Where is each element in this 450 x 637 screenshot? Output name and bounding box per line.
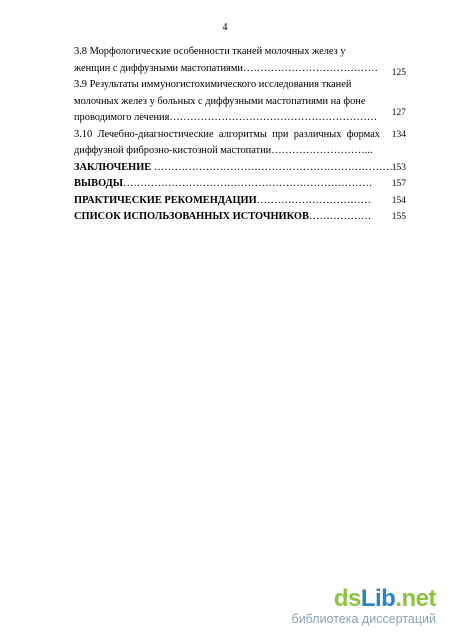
- toc-entry-line: женщин с диффузными мастопатиями…………………………………: [74, 62, 379, 74]
- toc-entry-references: [74, 209, 414, 226]
- dslib-watermark: [292, 586, 436, 627]
- logo-net: net: [401, 585, 436, 612]
- toc-entry-label: ВЫВОДЫ: [74, 178, 123, 189]
- dslib-logo: [292, 586, 436, 612]
- toc-page-number: 155: [391, 212, 406, 222]
- toc-entry-line: 3.10 Лечебно-диагностические алгоритмы при различных формах: [74, 128, 380, 140]
- toc-entry-recommendations: [74, 193, 414, 210]
- toc-entry-label: ПРАКТИЧЕСКИЕ РЕКОМЕНДАЦИИ: [74, 194, 257, 206]
- toc-page-number: 157: [391, 179, 406, 189]
- toc-page-number: 153: [391, 162, 406, 173]
- toc-entry-line: диффузной фиброзно-кистозной мастопатии………………………...: [74, 145, 373, 156]
- toc-entry-line: проводимого лечения……………………………………………………: [74, 112, 378, 123]
- watermark-subtitle: библиотека диссертаций: [291, 612, 436, 626]
- toc-entry-conclusion: [74, 160, 414, 177]
- toc-leader: ………………: [308, 211, 372, 222]
- toc-page-number: 154: [391, 195, 406, 206]
- toc-entry-label: ЗАКЛЮЧЕНИЕ: [74, 161, 152, 173]
- toc-page-number: 134: [391, 129, 406, 140]
- toc-leader: ……………………………………………………………: [151, 161, 393, 173]
- logo-lib: Lib: [360, 585, 396, 612]
- toc-entry-3-10: [74, 127, 414, 160]
- table-of-contents: [74, 44, 414, 226]
- toc-leader: ………………………………………………………………: [122, 178, 373, 189]
- page-number: 4: [222, 22, 228, 33]
- logo-dot: .: [395, 585, 402, 612]
- toc-page-number: 125: [391, 68, 406, 78]
- toc-leader: ……………………………: [256, 194, 372, 206]
- toc-page-number: 127: [391, 108, 406, 118]
- logo-ds: ds: [333, 585, 361, 612]
- toc-entry-3-8: [74, 44, 414, 77]
- toc-entry-label: СПИСОК ИСПОЛЬЗОВАННЫХ ИСТОЧНИКОВ: [74, 211, 309, 222]
- toc-entry-line: 3.9 Результаты иммуногистохимического исследования тканей: [74, 79, 352, 90]
- toc-entry-line: 3.8 Морфологические особенности тканей молочных желез у: [74, 46, 346, 57]
- toc-entry-line: молочных желез у больных с диффузными мастопатиями на фоне: [74, 95, 366, 107]
- toc-entry-findings: [74, 176, 414, 193]
- toc-entry-3-9: [74, 77, 414, 127]
